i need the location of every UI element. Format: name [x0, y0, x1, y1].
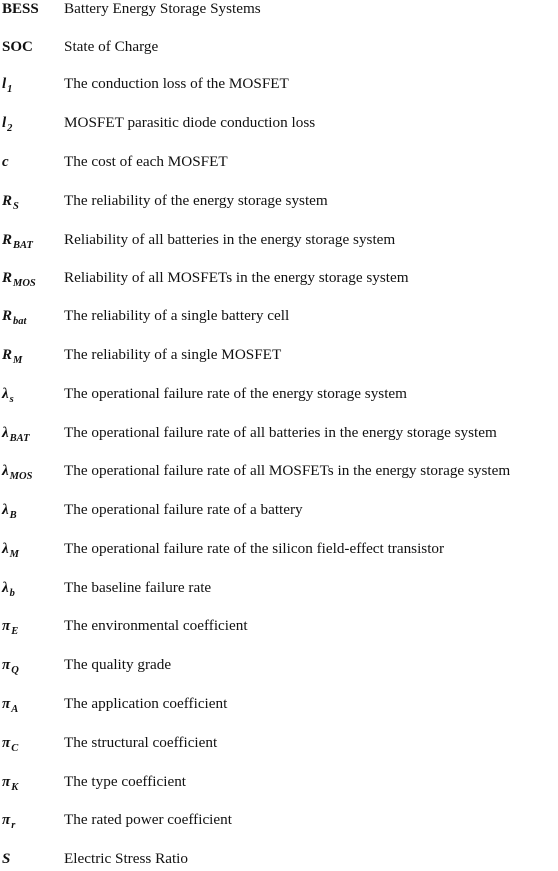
term-description: The rated power coefficient — [64, 811, 232, 829]
list-item — [0, 228, 558, 252]
term-symbol: BESS — [2, 0, 39, 17]
term-symbol: $\lambda_M$ — [2, 540, 20, 560]
list-item — [0, 111, 558, 135]
term-description: Electric Stress Ratio — [64, 850, 188, 868]
list-item — [0, 0, 558, 21]
term-description: The operational failure rate of the energy storage system — [64, 385, 407, 403]
list-item — [0, 72, 558, 96]
list-item — [0, 576, 558, 600]
term-description: The structural coefficient — [64, 734, 218, 752]
term-description: The quality grade — [64, 656, 172, 674]
term-symbol: $R_{MOS}$ — [2, 269, 36, 289]
term-symbol: $R_{bat}$ — [2, 307, 27, 327]
term-description: Battery Energy Storage Systems — [64, 0, 261, 18]
list-item — [0, 731, 558, 755]
term-description: The reliability of the energy storage system — [64, 192, 328, 210]
list-item — [0, 35, 558, 59]
term-description: The cost of each MOSFET — [64, 153, 228, 171]
term-description: MOSFET parasitic diode conduction loss — [64, 114, 316, 132]
term-symbol: $\lambda_b$ — [2, 579, 15, 599]
list-item — [0, 770, 558, 794]
list-item — [0, 498, 558, 522]
term-description: Reliability of all batteries in the energy storage system — [64, 231, 396, 249]
term-symbol: $\pi_E$ — [2, 617, 19, 637]
list-item — [0, 343, 558, 367]
term-symbol: $\lambda_s$ — [2, 385, 14, 405]
term-symbol: $R_S$ — [2, 192, 19, 212]
list-item — [0, 808, 558, 832]
list-item — [0, 150, 558, 174]
term-description: Reliability of all MOSFETs in the energy storage system — [64, 269, 409, 287]
term-symbol: $\pi_A$ — [2, 695, 19, 715]
term-symbol: $\pi_r$ — [2, 811, 16, 831]
list-item — [0, 189, 558, 213]
term-symbol: $l_1$ — [2, 75, 13, 95]
term-symbol: SOC — [2, 38, 33, 55]
list-item — [0, 653, 558, 677]
list-item — [0, 537, 558, 561]
term-symbol: $R_{BAT}$ — [2, 231, 33, 251]
term-description: The type coefficient — [64, 773, 187, 791]
term-symbol: $\pi_K$ — [2, 773, 19, 793]
list-item — [0, 614, 558, 638]
term-description: The reliability of a single MOSFET — [64, 346, 282, 364]
term-symbol: $l_2$ — [2, 114, 13, 134]
term-description: The operational failure rate of the silicon field-effect transistor — [64, 540, 445, 558]
term-symbol: $\pi_Q$ — [2, 656, 19, 676]
list-item — [0, 421, 558, 445]
term-description: The operational failure rate of a battery — [64, 501, 303, 519]
term-symbol: $R_M$ — [2, 346, 23, 366]
term-description: The operational failure rate of all batteries in the energy storage system — [64, 424, 497, 442]
term-description: The conduction loss of the MOSFET — [64, 75, 289, 93]
list-item — [0, 692, 558, 716]
term-description: State of Charge — [64, 38, 159, 56]
term-description: The baseline failure rate — [64, 579, 212, 597]
term-symbol: $\lambda_B$ — [2, 501, 17, 521]
list-item — [0, 847, 558, 871]
list-item — [0, 382, 558, 406]
term-description: The operational failure rate of all MOSFETs in the energy storage system — [64, 462, 511, 480]
term-symbol: $\lambda_{MOS}$ — [2, 462, 33, 482]
list-item — [0, 304, 558, 328]
term-description: The application coefficient — [64, 695, 228, 713]
term-symbol: $\lambda_{BAT}$ — [2, 424, 30, 444]
term-symbol: S — [2, 850, 11, 867]
term-description: The reliability of a single battery cell — [64, 307, 290, 325]
list-item — [0, 266, 558, 290]
term-description: The environmental coefficient — [64, 617, 248, 635]
term-symbol: c — [2, 153, 9, 170]
list-item — [0, 459, 558, 483]
term-symbol: $\pi_C$ — [2, 734, 19, 754]
